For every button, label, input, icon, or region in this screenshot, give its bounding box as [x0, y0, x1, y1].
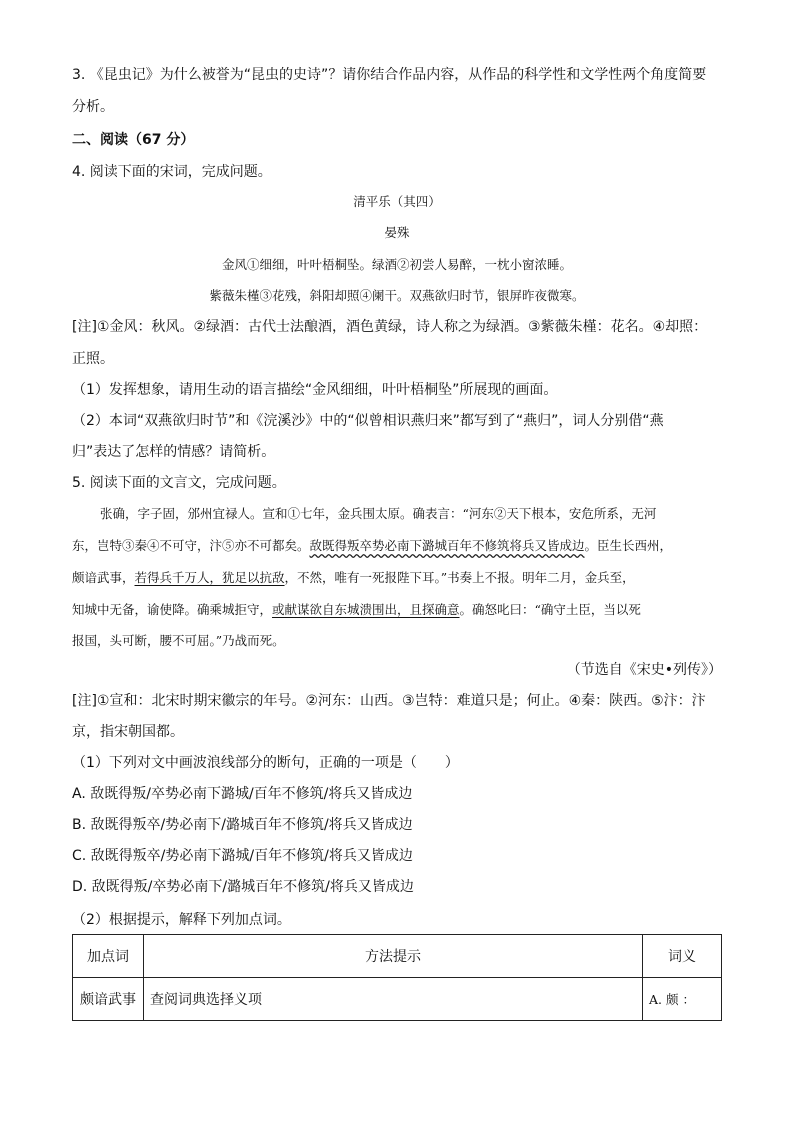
vocab-table: [72, 934, 722, 1021]
q3-line2: 分析。: [72, 99, 114, 115]
q5-sub2: （2）根据提示，解释下列加点词。: [72, 912, 291, 928]
cell-method: 查阅词典选择义项: [144, 978, 643, 1021]
q3-line1: 3. 《昆虫记》为什么被誉为“昆虫的史诗”？请你结合作品内容，从作品的科学性和文学性两个角度简要: [72, 67, 707, 83]
passage-line-1: 张确，字子固，邠州宜禄人。宣和①七年，金兵围太原。确表言：“河东②天下根本，安危所系，无河: [100, 506, 657, 521]
q4-intro: 4. 阅读下面的宋词，完成问题。: [72, 164, 272, 180]
q5-sub1: （1）下列对文中画波浪线部分的断句，正确的一项是（ ）: [72, 755, 459, 771]
option-c: C. 敌既得叛卒/势必南下潞城/百年不修筑/将兵又皆成边: [72, 848, 413, 864]
header-method: 方法提示: [144, 935, 643, 978]
option-a: A. 敌既得叛/卒势必南下潞城/百年不修筑/将兵又皆成边: [72, 786, 413, 802]
section-title: 二、阅读（67 分）: [72, 132, 195, 148]
passage-line-5: 报国，头可断，腰不可屈。”乃战而死。: [72, 633, 285, 648]
wavy-underlined-text: 敌既得叛卒势必南下潞城百年不修筑将兵又皆成边: [309, 538, 585, 553]
q4-sub2-line1: （2）本词“双燕欲归时节”和《浣溪沙》中的“似曾相识燕归来”都写到了“燕归”，词人分别借“燕: [72, 413, 664, 429]
table-row: [73, 978, 722, 1021]
q5-note-line1: [注]①宣和：北宋时期宋徽宗的年号。②河东：山西。③岂特：难道只是；何止。④秦：陕西。⑤汴：汴: [72, 693, 706, 709]
q4-note-line2: 正照。: [72, 351, 114, 367]
passage-line-4: 知城中无备，谕使降。确乘城拒守，或献谋欲自东城溃围出，且探确意。确怒叱曰：“确守土臣，当以死: [72, 602, 641, 617]
option-b: B. 敌既得叛卒/势必南下/潞城百年不修筑/将兵又皆成边: [72, 817, 413, 833]
header-word: 加点词: [73, 935, 144, 978]
q4-sub1: （1）发挥想象，请用生动的语言描绘“金风细细，叶叶梧桐坠”所展现的画面。: [72, 382, 558, 398]
underlined-text-1: 若得兵千万人，犹足以抗敌: [134, 570, 285, 585]
passage-line-2: 东，岂特③秦④不可守，汴⑤亦不可都矣。敌既得叛卒势必南下潞城百年不修筑将兵又皆成边。臣生长西州，: [72, 538, 673, 553]
q4-sub2-line2: 归”表达了怎样的情感？请简析。: [72, 444, 276, 460]
poem-author: 晏殊: [384, 225, 410, 240]
cell-word: 颇谙武事: [73, 978, 144, 1021]
underlined-text-2: 或献谋欲自东城溃围出，且探确意: [272, 602, 460, 617]
option-d: D. 敌既得叛/卒势必南下/潞城百年不修筑/将兵又皆成边: [72, 879, 414, 895]
passage-line-3: 颇谙武事，若得兵千万人，犹足以抗敌，不然，唯有一死报陛下耳。”书奏上不报。明年二月，金兵至，: [72, 570, 635, 585]
passage-source: （节选自《宋史•列传》）: [566, 662, 722, 678]
q5-intro: 5. 阅读下面的文言文，完成问题。: [72, 475, 286, 491]
poem-title: 清平乐（其四）: [353, 194, 441, 209]
poem-line-1: 金风①细细，叶叶梧桐坠。绿酒②初尝人易醉，一枕小窗浓睡。: [221, 257, 572, 272]
q4-note-line1: [注]①金风：秋风。②绿酒：古代士法酿酒，酒色黄绿，诗人称之为绿酒。③紫薇朱槿：花名。④却照：: [72, 319, 708, 335]
q5-note-line2: 京，指宋朝国都。: [72, 724, 184, 740]
header-meaning: 词义: [643, 935, 722, 978]
poem-line-2: 紫薇朱槿③花残，斜阳却照④阑干。双燕欲归时节，银屏昨夜微寒。: [209, 288, 585, 303]
cell-meaning: A. 颇 ：: [643, 978, 722, 1021]
table-header-row: [73, 935, 722, 978]
